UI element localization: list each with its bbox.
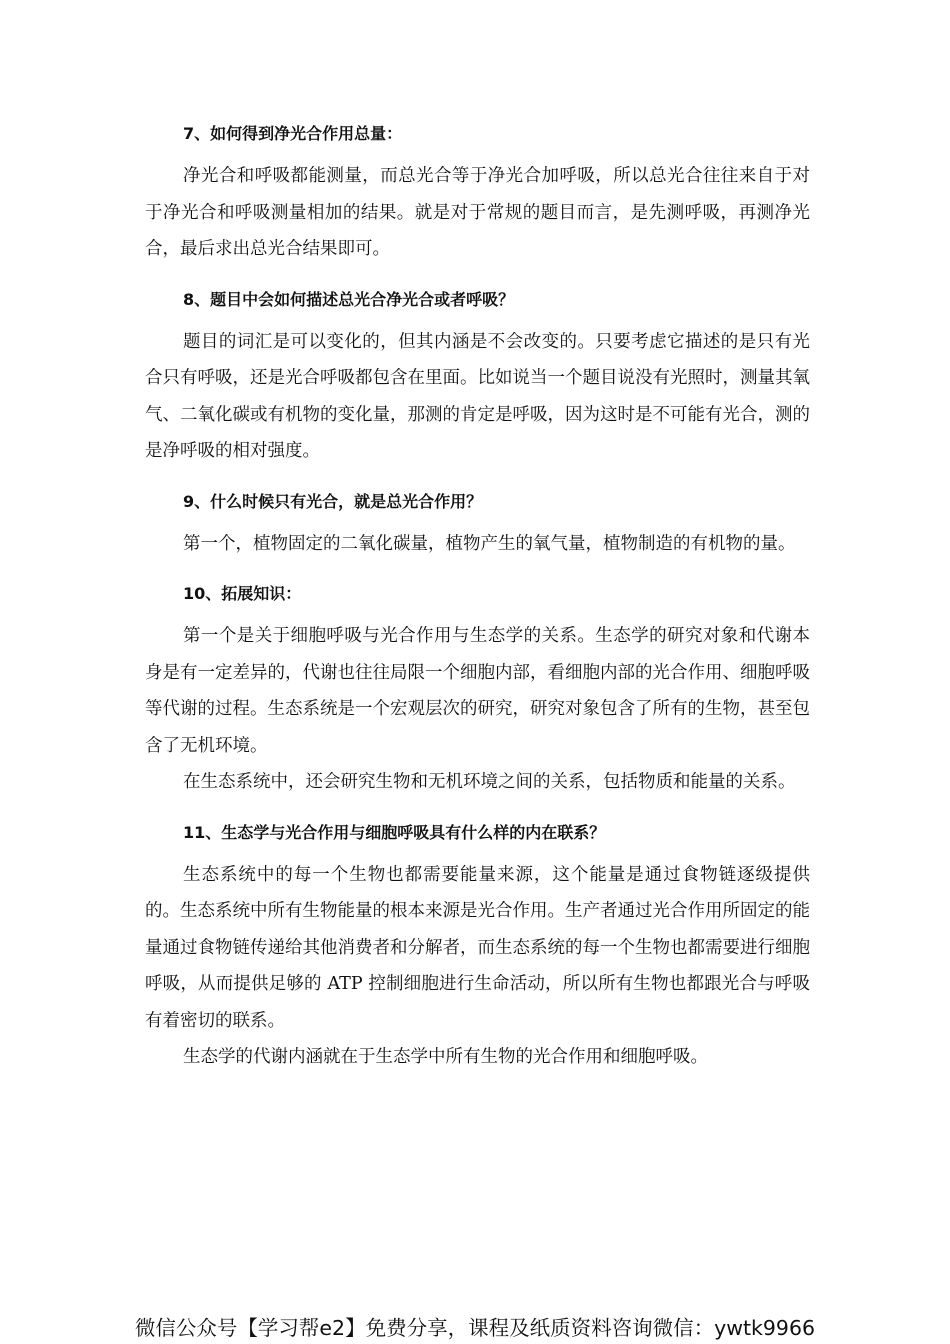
section-heading: 11、生态学与光合作用与细胞呼吸具有什么样的内在联系？ (183, 822, 606, 842)
paragraph: 净光合和呼吸都能测量，而总光合等于净光合加呼吸，所以总光合往往来自于对于净光合和呼吸测量相加的结果。就是对于常规的题目而言，是先测呼吸，再测净光合，最后求出总光合结果即可。 (145, 166, 810, 259)
paragraph: 第一个是关于细胞呼吸与光合作用与生态学的关系。生态学的研究对象和代谢本身是有一定差异的，代谢也往往局限一个细胞内部，看细胞内部的光合作用、细胞呼吸等代谢的过程。生态系统是一个宏观层次的研究，研究对象包含了所有的生物，甚至包含了无机环境。 (145, 626, 810, 756)
section-10 (145, 576, 810, 801)
section-heading: 7、如何得到净光合作用总量： (183, 124, 403, 143)
paragraph: 在生态系统中，还会研究生物和无机环境之间的关系，包括物质和能量的关系。 (183, 772, 796, 792)
paragraph: 第一个，植物固定的二氧化碳量，植物产生的氧气量，植物制造的有机物的量。 (183, 533, 796, 554)
document-body (145, 116, 810, 1090)
section-heading: 10、拓展知识： (183, 584, 302, 603)
section-8 (145, 282, 810, 470)
footer-watermark: 微信公众号【学习帮e2】免费分享，课程及纸质资料咨询微信：ywtk9966 (134, 1316, 816, 1340)
section-9 (145, 484, 810, 563)
section-heading: 9、什么时候只有光合，就是总光合作用？ (183, 491, 483, 511)
section-7 (145, 116, 810, 268)
paragraph: 生态系统中的每一个生物也都需要能量来源，这个能量是通过食物链逐级提供的。生态系统中所有生物能量的根本来源是光合作用。生产者通过光合作用所固定的能量通过食物链传递给其他消费者和分解者，而生态系统的每一个生物也都需要进行细胞呼吸，从而提供足够的 ATP 控制细胞进行生命活动，所以所有生物也都跟光合与呼吸有着密切的联系。 (145, 864, 810, 1031)
section-heading: 8、题目中会如何描述总光合净光合或者呼吸？ (183, 289, 515, 309)
paragraph: 生态学的代谢内涵就在于生态学中所有生物的光合作用和细胞呼吸。 (183, 1047, 708, 1067)
section-11 (145, 815, 810, 1076)
paragraph: 题目的词汇是可以变化的，但其内涵是不会改变的。只要考虑它描述的是只有光合只有呼吸，还是光合呼吸都包含在里面。比如说当一个题目说没有光照时，测量其氧气、二氧化碳或有机物的变化量，那测的肯定是呼吸，因为这时是不可能有光合，测的是净呼吸的相对强度。 (145, 331, 810, 461)
